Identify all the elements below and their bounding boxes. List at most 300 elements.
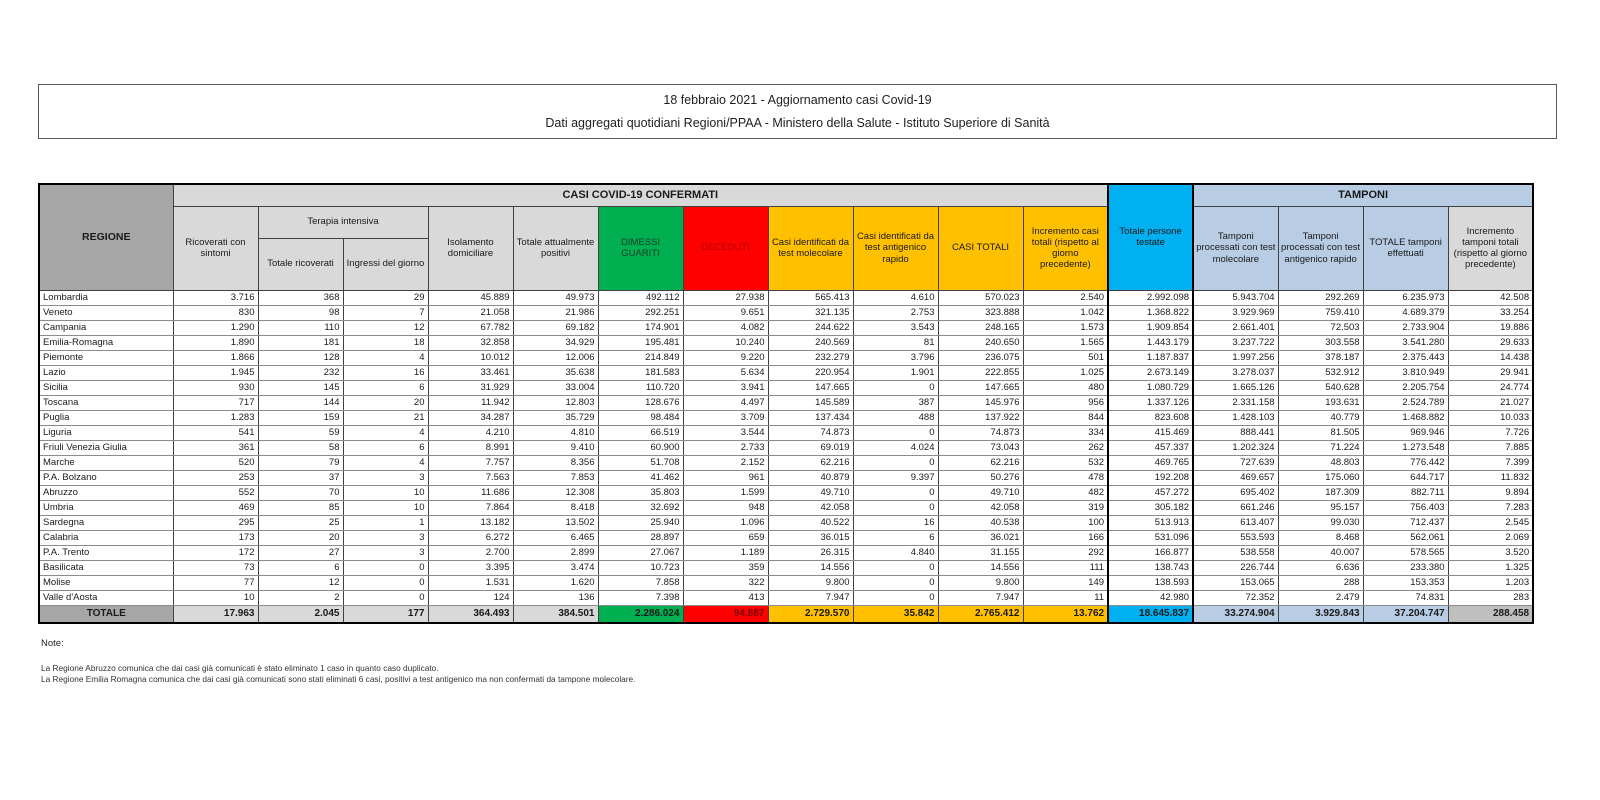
col-header-casi-totali: CASI TOTALI [938,206,1023,290]
value-cell: 956 [1023,395,1108,410]
value-cell: 540.628 [1278,380,1363,395]
value-cell: 10.240 [683,335,768,350]
value-cell: 244.622 [768,320,853,335]
value-cell: 0 [853,590,938,605]
value-cell: 541 [173,425,258,440]
value-cell: 538.558 [1193,545,1278,560]
value-cell: 4 [343,350,428,365]
value-cell: 24.774 [1448,380,1533,395]
value-cell: 1.428.103 [1193,410,1278,425]
value-cell: 4.610 [853,290,938,305]
value-cell: 0 [853,500,938,515]
value-cell: 844 [1023,410,1108,425]
total-value-cell: 2.765.412 [938,605,1023,623]
total-value-cell: 18.645.837 [1108,605,1193,623]
value-cell: 98 [258,305,343,320]
value-cell: 303.558 [1278,335,1363,350]
value-cell: 144 [258,395,343,410]
value-cell: 1.665.126 [1193,380,1278,395]
region-name-cell: P.A. Trento [39,545,173,560]
value-cell: 12.006 [513,350,598,365]
value-cell: 29.941 [1448,365,1533,380]
value-cell: 20 [258,530,343,545]
value-cell: 220.954 [768,365,853,380]
value-cell: 74.831 [1363,590,1448,605]
value-cell: 1.203 [1448,575,1533,590]
value-cell: 1.565 [1023,335,1108,350]
value-cell: 776.442 [1363,455,1448,470]
group-header-casi-confermati: CASI COVID-19 CONFERMATI [173,184,1108,206]
value-cell: 552 [173,485,258,500]
region-name-cell: Campania [39,320,173,335]
value-cell: 41.462 [598,470,683,485]
total-value-cell: 177 [343,605,428,623]
table-row [39,530,1533,545]
value-cell: 66.519 [598,425,683,440]
value-cell: 7.853 [513,470,598,485]
col-header-totale-attualmente-positivi: Totale attualmente positivi [513,206,598,290]
value-cell: 492.112 [598,290,683,305]
value-cell: 149 [1023,575,1108,590]
value-cell: 7.283 [1448,500,1533,515]
col-header-casi-test-molecolare: Casi identificati da test molecolare [768,206,853,290]
value-cell: 49.710 [768,485,853,500]
value-cell: 2.661.401 [1193,320,1278,335]
value-cell: 240.650 [938,335,1023,350]
value-cell: 14.438 [1448,350,1533,365]
value-cell: 27.067 [598,545,683,560]
value-cell: 25 [258,515,343,530]
col-header-casi-test-antigenico: Casi identificati da test antigenico rapido [853,206,938,290]
value-cell: 644.717 [1363,470,1448,485]
value-cell: 10 [343,485,428,500]
value-cell: 6.272 [428,530,513,545]
value-cell: 565.413 [768,290,853,305]
value-cell: 95.157 [1278,500,1363,515]
value-cell: 232.279 [768,350,853,365]
value-cell: 27.938 [683,290,768,305]
group-header-tamponi: TAMPONI [1193,184,1533,206]
total-value-cell: 2.286.024 [598,605,683,623]
value-cell: 1.368.822 [1108,305,1193,320]
region-name-cell: Basilicata [39,560,173,575]
value-cell: 262 [1023,440,1108,455]
value-cell: 0 [853,425,938,440]
value-cell: 3.237.722 [1193,335,1278,350]
value-cell: 4.210 [428,425,513,440]
value-cell: 145 [258,380,343,395]
value-cell: 145.976 [938,395,1023,410]
table-row [39,305,1533,320]
value-cell: 14.556 [938,560,1023,575]
table-header [39,184,1533,290]
value-cell: 42.980 [1108,590,1193,605]
value-cell: 4 [343,425,428,440]
total-value-cell: 94.887 [683,605,768,623]
table-row [39,395,1533,410]
value-cell: 69.182 [513,320,598,335]
total-value-cell: 384.501 [513,605,598,623]
value-cell: 4.024 [853,440,938,455]
table-row [39,320,1533,335]
value-cell: 469 [173,500,258,515]
value-cell: 253 [173,470,258,485]
value-cell: 98.484 [598,410,683,425]
value-cell: 7.726 [1448,425,1533,440]
value-cell: 0 [343,575,428,590]
value-cell: 59 [258,425,343,440]
value-cell: 36.021 [938,530,1023,545]
value-cell: 12.803 [513,395,598,410]
value-cell: 4.840 [853,545,938,560]
value-cell: 368 [258,290,343,305]
value-cell: 3.395 [428,560,513,575]
col-header-incremento-tamponi: Incremento tamponi totali (rispetto al giorno precedente) [1448,206,1533,290]
value-cell: 138.593 [1108,575,1193,590]
value-cell: 292.251 [598,305,683,320]
value-cell: 1.189 [683,545,768,560]
value-cell: 969.946 [1363,425,1448,440]
value-cell: 6.235.973 [1363,290,1448,305]
value-cell: 0 [853,485,938,500]
value-cell: 756.403 [1363,500,1448,515]
col-header-ingressi-del-giorno: Ingressi del giorno [343,238,428,290]
value-cell: 35.638 [513,365,598,380]
table-row [39,290,1533,305]
value-cell: 334 [1023,425,1108,440]
value-cell: 7.398 [598,590,683,605]
value-cell: 153.065 [1193,575,1278,590]
value-cell: 124 [428,590,513,605]
value-cell: 6.465 [513,530,598,545]
value-cell: 16 [343,365,428,380]
value-cell: 21.986 [513,305,598,320]
value-cell: 0 [343,590,428,605]
value-cell: 1.337.126 [1108,395,1193,410]
value-cell: 128.676 [598,395,683,410]
value-cell: 283 [1448,590,1533,605]
value-cell: 19.886 [1448,320,1533,335]
group-header-terapia-intensiva: Terapia intensiva [258,206,428,238]
value-cell: 3.520 [1448,545,1533,560]
value-cell: 387 [853,395,938,410]
value-cell: 1.283 [173,410,258,425]
region-name-cell: Toscana [39,395,173,410]
value-cell: 1.025 [1023,365,1108,380]
table-row [39,440,1533,455]
value-cell: 882.711 [1363,485,1448,500]
value-cell: 136 [513,590,598,605]
value-cell: 172 [173,545,258,560]
value-cell: 9.800 [938,575,1023,590]
value-cell: 35.803 [598,485,683,500]
value-cell: 1.096 [683,515,768,530]
value-cell: 236.075 [938,350,1023,365]
value-cell: 11.942 [428,395,513,410]
value-cell: 72.352 [1193,590,1278,605]
value-cell: 33.254 [1448,305,1533,320]
value-cell: 520 [173,455,258,470]
value-cell: 2.152 [683,455,768,470]
value-cell: 33.461 [428,365,513,380]
value-cell: 6.636 [1278,560,1363,575]
value-cell: 11 [1023,590,1108,605]
value-cell: 531.096 [1108,530,1193,545]
table-row [39,425,1533,440]
value-cell: 40.879 [768,470,853,485]
value-cell: 147.665 [938,380,1023,395]
value-cell: 482 [1023,485,1108,500]
value-cell: 50.276 [938,470,1023,485]
value-cell: 35.729 [513,410,598,425]
value-cell: 930 [173,380,258,395]
value-cell: 187.309 [1278,485,1363,500]
value-cell: 10.012 [428,350,513,365]
value-cell: 888.441 [1193,425,1278,440]
value-cell: 3.278.037 [1193,365,1278,380]
value-cell: 295 [173,515,258,530]
value-cell: 69.019 [768,440,853,455]
value-cell: 359 [683,560,768,575]
value-cell: 42.508 [1448,290,1533,305]
value-cell: 10.723 [598,560,683,575]
value-cell: 77 [173,575,258,590]
value-cell: 717 [173,395,258,410]
table-row [39,575,1533,590]
value-cell: 7.947 [938,590,1023,605]
value-cell: 3.796 [853,350,938,365]
col-header-ricoverati-con-sintomi: Ricoverati con sintomi [173,206,258,290]
value-cell: 193.631 [1278,395,1363,410]
col-header-incremento-casi-totali: Incremento casi totali (rispetto al giorno precedente) [1023,206,1108,290]
value-cell: 62.216 [768,455,853,470]
value-cell: 28.897 [598,530,683,545]
value-cell: 10.033 [1448,410,1533,425]
value-cell: 31.929 [428,380,513,395]
value-cell: 73.043 [938,440,1023,455]
value-cell: 33.004 [513,380,598,395]
table-row [39,515,1533,530]
value-cell: 128 [258,350,343,365]
region-name-cell: Umbria [39,500,173,515]
note-line-abruzzo: La Regione Abruzzo comunica che dai casi già comunicati è stato eliminato 1 caso in quanto caso duplicato. [41,663,439,673]
value-cell: 174.901 [598,320,683,335]
total-value-cell: 2.729.570 [768,605,853,623]
value-cell: 321.135 [768,305,853,320]
value-cell: 2.753 [853,305,938,320]
value-cell: 7 [343,305,428,320]
value-cell: 3 [343,545,428,560]
value-cell: 27 [258,545,343,560]
value-cell: 195.481 [598,335,683,350]
value-cell: 3.716 [173,290,258,305]
value-cell: 1.599 [683,485,768,500]
value-cell: 110.720 [598,380,683,395]
region-name-cell: P.A. Bolzano [39,470,173,485]
value-cell: 2.069 [1448,530,1533,545]
col-header-totale-ricoverati: Totale ricoverati [258,238,343,290]
value-cell: 29 [343,290,428,305]
value-cell: 2.524.789 [1363,395,1448,410]
value-cell: 1.866 [173,350,258,365]
value-cell: 21.058 [428,305,513,320]
value-cell: 14.556 [768,560,853,575]
value-cell: 137.922 [938,410,1023,425]
region-name-cell: Valle d'Aosta [39,590,173,605]
table-body [39,290,1533,623]
value-cell: 413 [683,590,768,605]
value-cell: 37 [258,470,343,485]
value-cell: 74.873 [938,425,1023,440]
region-name-cell: Sardegna [39,515,173,530]
value-cell: 613.407 [1193,515,1278,530]
value-cell: 11.832 [1448,470,1533,485]
value-cell: 378.187 [1278,350,1363,365]
value-cell: 3.474 [513,560,598,575]
value-cell: 6 [853,530,938,545]
value-cell: 292.269 [1278,290,1363,305]
value-cell: 478 [1023,470,1108,485]
value-cell: 2.331.158 [1193,395,1278,410]
value-cell: 8.991 [428,440,513,455]
value-cell: 13.182 [428,515,513,530]
region-name-cell: Sicilia [39,380,173,395]
col-header-dimessi-guariti: DIMESSI GUARITI [598,206,683,290]
covid-data-table [38,183,1534,624]
value-cell: 73 [173,560,258,575]
value-cell: 8.356 [513,455,598,470]
report-title-line1: 18 febbraio 2021 - Aggiornamento casi Covid-19 [663,93,932,108]
value-cell: 7.885 [1448,440,1533,455]
value-cell: 11.686 [428,485,513,500]
value-cell: 2.375.443 [1363,350,1448,365]
value-cell: 1.573 [1023,320,1108,335]
value-cell: 830 [173,305,258,320]
value-cell: 0 [853,455,938,470]
value-cell: 62.216 [938,455,1023,470]
value-cell: 3.541.280 [1363,335,1448,350]
value-cell: 0 [853,560,938,575]
value-cell: 0 [853,575,938,590]
total-value-cell: 33.274.904 [1193,605,1278,623]
value-cell: 51.708 [598,455,683,470]
value-cell: 488 [853,410,938,425]
value-cell: 948 [683,500,768,515]
value-cell: 166.877 [1108,545,1193,560]
value-cell: 21.027 [1448,395,1533,410]
value-cell: 1.290 [173,320,258,335]
value-cell: 100 [1023,515,1108,530]
value-cell: 153.353 [1363,575,1448,590]
region-name-cell: Lazio [39,365,173,380]
value-cell: 6 [343,380,428,395]
value-cell: 1.273.548 [1363,440,1448,455]
region-name-cell: Puglia [39,410,173,425]
table-row [39,410,1533,425]
value-cell: 36.015 [768,530,853,545]
value-cell: 9.397 [853,470,938,485]
value-cell: 1.080.729 [1108,380,1193,395]
value-cell: 3.709 [683,410,768,425]
value-cell: 34.287 [428,410,513,425]
value-cell: 72.503 [1278,320,1363,335]
table-row [39,590,1533,605]
value-cell: 79 [258,455,343,470]
value-cell: 2.733.904 [1363,320,1448,335]
value-cell: 3.544 [683,425,768,440]
value-cell: 40.007 [1278,545,1363,560]
value-cell: 25.940 [598,515,683,530]
value-cell: 4.082 [683,320,768,335]
notes-section [41,638,635,684]
value-cell: 31.155 [938,545,1023,560]
value-cell: 323.888 [938,305,1023,320]
value-cell: 7.757 [428,455,513,470]
value-cell: 4 [343,455,428,470]
value-cell: 9.220 [683,350,768,365]
value-cell: 501 [1023,350,1108,365]
value-cell: 961 [683,470,768,485]
value-cell: 48.803 [1278,455,1363,470]
value-cell: 12 [258,575,343,590]
value-cell: 248.165 [938,320,1023,335]
value-cell: 5.634 [683,365,768,380]
value-cell: 2.205.754 [1363,380,1448,395]
value-cell: 45.889 [428,290,513,305]
value-cell: 1.202.324 [1193,440,1278,455]
col-header-totale-persone-testate: Totale persone testate [1108,184,1193,290]
total-value-cell: 3.929.843 [1278,605,1363,623]
value-cell: 111 [1023,560,1108,575]
value-cell: 137.434 [768,410,853,425]
value-cell: 40.779 [1278,410,1363,425]
value-cell: 469.657 [1193,470,1278,485]
value-cell: 2.479 [1278,590,1363,605]
value-cell: 659 [683,530,768,545]
value-cell: 20 [343,395,428,410]
value-cell: 12.308 [513,485,598,500]
value-cell: 214.849 [598,350,683,365]
value-cell: 70 [258,485,343,500]
value-cell: 40.538 [938,515,1023,530]
value-cell: 1.325 [1448,560,1533,575]
value-cell: 9.651 [683,305,768,320]
value-cell: 1.890 [173,335,258,350]
value-cell: 8.468 [1278,530,1363,545]
value-cell: 240.569 [768,335,853,350]
value-cell: 1.443.179 [1108,335,1193,350]
value-cell: 181 [258,335,343,350]
value-cell: 110 [258,320,343,335]
value-cell: 21 [343,410,428,425]
value-cell: 3.543 [853,320,938,335]
col-header-isolamento-domiciliare: Isolamento domiciliare [428,206,513,290]
value-cell: 1.945 [173,365,258,380]
value-cell: 288 [1278,575,1363,590]
col-header-regione: REGIONE [39,184,173,290]
value-cell: 85 [258,500,343,515]
value-cell: 7.563 [428,470,513,485]
value-cell: 16 [853,515,938,530]
value-cell: 319 [1023,500,1108,515]
value-cell: 9.800 [768,575,853,590]
value-cell: 570.023 [938,290,1023,305]
total-value-cell: 364.493 [428,605,513,623]
value-cell: 138.743 [1108,560,1193,575]
value-cell: 3.929.969 [1193,305,1278,320]
value-cell: 1.909.854 [1108,320,1193,335]
value-cell: 71.224 [1278,440,1363,455]
